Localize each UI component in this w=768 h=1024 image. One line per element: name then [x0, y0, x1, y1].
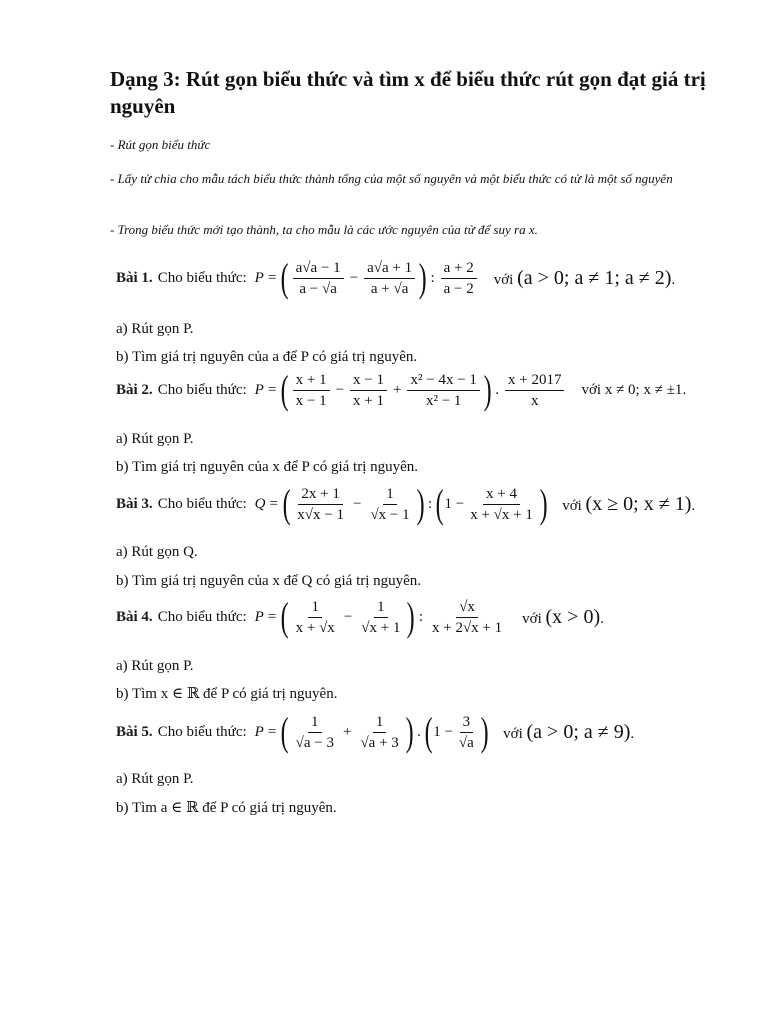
formula-variable: P — [254, 723, 264, 740]
fraction-2: $\frac{a√a + 1}{a + √a}$ — [364, 259, 415, 298]
with-word: với — [493, 271, 514, 288]
problem-3-part-b: b) Tìm giá trị nguyên của x để Q có giá trị nguyên. — [116, 573, 422, 589]
problem-3-condition: (x ≥ 0; x ≠ 1) — [585, 492, 692, 515]
problem-1: Bài 1. Cho biểu thức: P = ( $\frac{a√a - 1}{a - √a}$ − $\frac{a√a + 1}{a + √a}$ ) : $\frac{a + 2}{a - 2}$ với (a > 0; a ≠ 1; a ≠ 2). — [116, 255, 676, 300]
problem-5-part-b: b) Tìm a ∈ ℝ để P có giá trị nguyên. — [116, 800, 337, 816]
fraction-3: $\frac{x + 4}{x + √x + 1}$ — [470, 485, 533, 523]
fraction-3: $\frac{\text{x² − 4x − 1}}{\text{x² − 1}}$ — [407, 371, 479, 410]
problem-1-part-a: a) Rút gọn P. — [116, 321, 194, 337]
problem-4-formula: P = ( $\frac{1}{x + √x}$ − $\frac{1}{√x + 1}$ ) : $\frac{√x}{x + 2√x + 1}$ — [255, 597, 509, 637]
problem-4-intro: Cho biểu thức: — [157, 608, 247, 625]
formula-variable: P — [254, 608, 264, 625]
with-word: với — [581, 381, 602, 398]
note-divide: - Lấy tử chia cho mẫu tách biểu thức thành tổng của một số nguyên và một biểu thức có tử là một số nguyên — [110, 171, 673, 186]
problem-2-part-a: a) Rút gọn P. — [116, 431, 194, 447]
fraction-2: $\frac{x - 1}{x + 1}$ — [350, 371, 387, 410]
problem-4-condition: (x > 0) — [545, 605, 601, 628]
problem-3-formula: Q = ( $\frac{2x + 1}{x√x - 1}$ − $\frac{1}{√x - 1}$ ) : ( 1 − $\frac{x + 4}{x + √x + 1}$ ) — [254, 481, 548, 526]
problem-1-formula: P = ( $\frac{a√a - 1}{a - √a}$ − $\frac{a√a + 1}{a + √a}$ ) : $\frac{a + 2}{a - 2}$ — [255, 258, 480, 298]
fraction-2: $\frac{1}{√a + 3}$ — [360, 713, 399, 751]
fraction-4: $\frac{x + 2017}{x}$ — [505, 371, 564, 410]
problem-3-intro: Cho biểu thức: — [157, 495, 247, 512]
problem-3-part-a: a) Rút gọn Q. — [116, 544, 198, 560]
with-word: với — [503, 725, 523, 742]
problem-4-part-b: b) Tìm x ∈ ℝ để P có giá trị nguyên. — [116, 686, 338, 702]
fraction-3: $\frac{√x}{x + 2√x + 1}$ — [431, 598, 503, 636]
section-title: Dạng 3: Rút gọn biểu thức và tìm x để biểu thức rút gọn đạt giá trị nguyên — [110, 67, 706, 118]
problem-1-label: Bài 1. — [116, 269, 153, 286]
problem-3: Bài 3. Cho biểu thức: Q = ( $\frac{2x + 1}{x√x - 1}$ − $\frac{1}{√x - 1}$ ) : ( 1 − $\frac{x + 4}{x + √x + 1}$ ) với (x ≥ 0; x ≠ 1). — [116, 481, 696, 526]
formula-variable: P — [254, 269, 264, 286]
problem-2-formula: P = ( $\frac{x + 1}{x - 1}$ − $\frac{x - 1}{x + 1}$ + $\frac{\text{x² − 4x − 1}}{\text{x² − 1}}$ ) . $\frac{x + 2017}{x}$ — [255, 370, 568, 410]
problem-1-intro: Cho biểu thức: — [157, 269, 247, 286]
problem-2: Bài 2. Cho biểu thức: P = ( $\frac{x + 1}{x - 1}$ − $\frac{x - 1}{x + 1}$ + $\frac{\text{x² − 4x − 1}}{\text{x² − 1}}$ ) . $\frac{x + 2017}{x}$ với x ≠ 0; x ≠ ±1. — [116, 367, 687, 412]
problem-4: Bài 4. Cho biểu thức: P = ( $\frac{1}{x + √x}$ − $\frac{1}{√x + 1}$ ) : $\frac{√x}{x + 2√x + 1}$ với (x > 0). — [116, 594, 604, 639]
fraction-1: $\frac{a√a - 1}{a - √a}$ — [293, 259, 344, 298]
problem-2-intro: Cho biểu thức: — [157, 381, 247, 398]
fraction-1: $\frac{1}{√a - 3}$ — [295, 713, 334, 751]
problem-4-part-a: a) Rút gọn P. — [116, 658, 194, 674]
with-word: với — [522, 610, 542, 627]
problem-5-condition: (a > 0; a ≠ 9) — [526, 720, 631, 743]
problem-2-condition: x ≠ 0; x ≠ ±1 — [604, 381, 683, 398]
problem-3-label: Bài 3. — [116, 495, 153, 512]
note-divisors: - Trong biểu thức mới tạo thành, ta cho mẫu là các ước nguyên của tử để suy ra x. — [110, 222, 538, 237]
problem-1-part-b: b) Tìm giá trị nguyên của a để P có giá trị nguyên. — [116, 349, 418, 365]
problem-2-part-b: b) Tìm giá trị nguyên của x để P có giá trị nguyên. — [116, 459, 419, 475]
problem-2-label: Bài 2. — [116, 381, 153, 398]
formula-variable: P — [254, 381, 264, 398]
with-word: với — [562, 497, 582, 514]
fraction-2: $\frac{1}{√x - 1}$ — [370, 485, 410, 523]
formula-variable: Q — [254, 495, 266, 512]
note-simplify: - Rút gọn biểu thức — [110, 137, 211, 152]
problem-5-intro: Cho biểu thức: — [157, 723, 247, 740]
fraction-1: $\frac{1}{x + √x}$ — [295, 598, 335, 636]
problem-5-formula: P = ( $\frac{1}{√a - 3}$ + $\frac{1}{√a + 3}$ ) . ( 1 − $\frac{3}{√a}$ ) — [254, 709, 489, 754]
problem-5-part-a: a) Rút gọn P. — [116, 771, 194, 787]
fraction-1: $\frac{x + 1}{x - 1}$ — [293, 371, 330, 410]
fraction-3: $\frac{3}{√a}$ — [458, 713, 474, 751]
problem-1-condition: (a > 0; a ≠ 1; a ≠ 2) — [517, 266, 672, 289]
problem-5-label: Bài 5. — [116, 723, 153, 740]
problem-4-label: Bài 4. — [116, 608, 153, 625]
fraction-3: $\frac{a + 2}{a - 2}$ — [441, 259, 477, 298]
problem-5: Bài 5. Cho biểu thức: P = ( $\frac{1}{√a - 3}$ + $\frac{1}{√a + 3}$ ) . ( 1 − $\frac{3}{√a}$ ) với (a > 0; a ≠ 9). — [116, 709, 635, 754]
fraction-2: $\frac{1}{√x + 1}$ — [361, 598, 401, 636]
fraction-1: $\frac{2x + 1}{x√x - 1}$ — [297, 485, 344, 523]
